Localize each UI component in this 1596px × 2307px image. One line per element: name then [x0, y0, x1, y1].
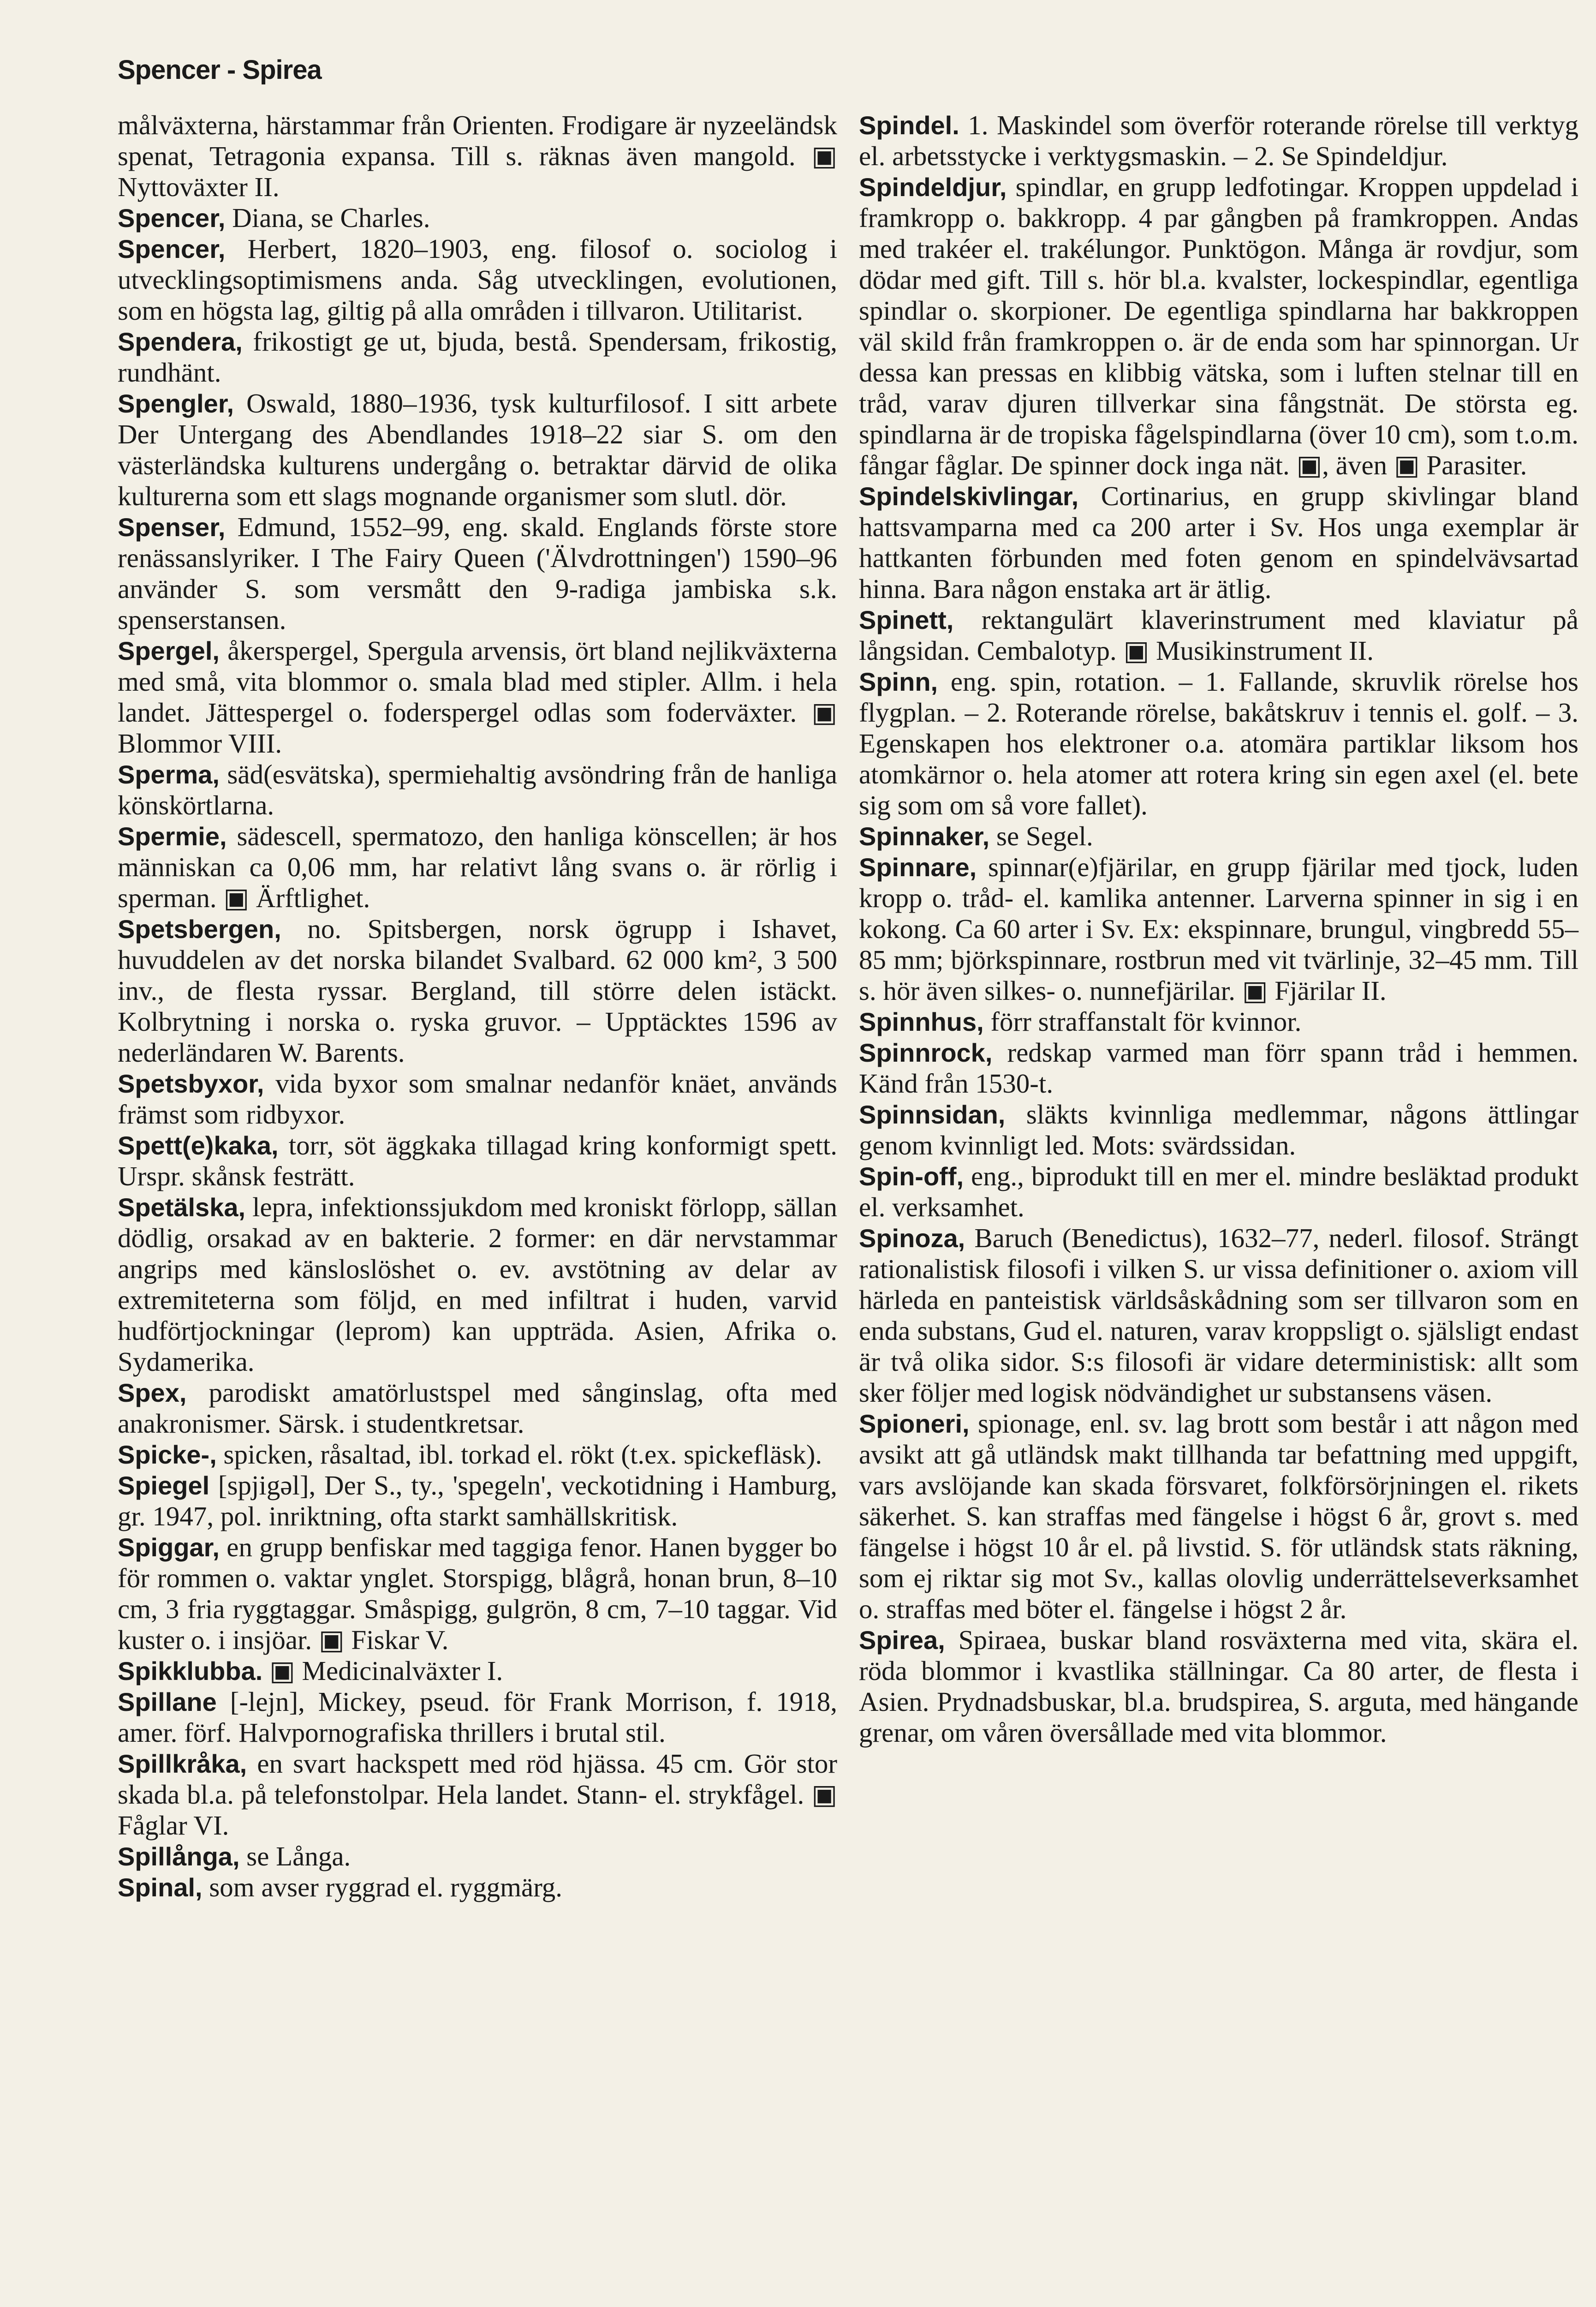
- entry-headword: Spindel.: [859, 111, 959, 140]
- entry-text: 1. Maskindel som överför roterande rörelse till verktyg el. arbetsstycke i verktygsmaskin. – 2. Se Spindeldjur.: [859, 110, 1578, 171]
- dictionary-entry: [118, 635, 837, 759]
- entry-text: Oswald, 1880–1936, tysk kulturfilosof. I sitt arbete Der Untergang des Abendlandes 1918–22 siar S. om den västerländska kulturens undergång o. betraktar därvid de olika kulturerna som ett slags mognande organismer som slutl. dör.: [118, 388, 838, 511]
- dictionary-entry: [118, 914, 837, 1068]
- dictionary-entry: [118, 110, 837, 203]
- entry-text: Edmund, 1552–99, eng. skald. Englands förste store renässanslyriker. I The Fairy Queen ('Älvdrottningen') 1590–96 använder S. som versmått den 9-radiga jambiska s.k. spenserstansen.: [118, 512, 837, 635]
- entry-text: släkts kvinnliga medlemmar, någons ättlingar genom kvinnligt led. Mots: svärdssidan.: [859, 1099, 1578, 1160]
- entry-headword: Spinnsidan,: [859, 1100, 1006, 1129]
- entry-text: no. Spitsbergen, norsk ögrupp i Ishavet, huvuddelen av det norska bilandet Svalbard. 62 000 km², 3 500 inv., de flesta ryssar. Bergland, till större delen istäckt. Kolbrytning i norska o. ryska gruvor. – Upptäcktes 1596 av nederländaren W. Barents.: [118, 914, 837, 1068]
- entry-text: åkerspergel, Spergula arvensis, ört bland nejlikväxterna med små, vita blommor o. smala blad med stipler. Allm. i hela landet. Jättespergel o. foderspergel odlas som foderväxter. ▣ Blommor VIII.: [118, 635, 837, 759]
- dictionary-entry: [859, 1037, 1578, 1099]
- dictionary-entry: [118, 1872, 837, 1903]
- entry-text: torr, söt äggkaka tillagad kring konformigt spett. Urspr. skånsk festrätt.: [118, 1130, 838, 1191]
- entry-headword: Spiggar,: [118, 1533, 220, 1562]
- dictionary-entry: [859, 1625, 1578, 1748]
- dictionary-entry: [859, 172, 1578, 481]
- dictionary-entry: [118, 233, 837, 326]
- entry-text: parodiskt amatörlustspel med sånginslag, ofta med anakronismer. Särsk. i studentkretsar.: [118, 1377, 838, 1439]
- entry-text: rektangulärt klaverinstrument med klaviatur på långsidan. Cembalotyp. ▣ Musikinstrument II.: [859, 604, 1578, 666]
- entry-headword: Spinnaker,: [859, 822, 990, 851]
- entry-text: en grupp benfiskar med taggiga fenor. Hanen bygger bo för rommen o. vaktar ynglet. Storspigg, blågrå, honan brun, 8–10 cm, 3 fria ryggtaggar. Småspigg, gulgrön, 8 cm, 7–10 taggar. Vid kuster o. i insjöar. ▣ Fiskar V.: [118, 1532, 838, 1655]
- entry-headword: Spex,: [118, 1378, 187, 1407]
- entry-text: Diana, se Charles.: [232, 203, 430, 233]
- dictionary-entry: [118, 1130, 837, 1192]
- entry-headword: Spergel,: [118, 636, 220, 665]
- dictionary-entry: [859, 1006, 1578, 1037]
- dictionary-entry: [859, 1408, 1578, 1625]
- entry-text: förr straffanstalt för kvinnor.: [990, 1006, 1302, 1037]
- dictionary-entry: [859, 604, 1578, 666]
- dictionary-entry: [118, 1532, 837, 1656]
- dictionary-entry: [118, 512, 837, 635]
- entry-headword: Sperma,: [118, 760, 220, 789]
- entry-headword: Spengler,: [118, 389, 234, 418]
- dictionary-entry: [859, 110, 1578, 172]
- entry-text: redskap varmed man förr spann tråd i hemmen. Känd från 1530-t.: [859, 1037, 1579, 1099]
- entry-headword: Spenser,: [118, 513, 226, 542]
- entry-headword: Spinn,: [859, 667, 938, 696]
- entry-text: [spjigəl], Der S., ty., 'spegeln', veckotidning i Hamburg, gr. 1947, pol. inriktning, ofta starkt samhällskritisk.: [118, 1470, 837, 1531]
- entry-text: målväxterna, härstammar från Orienten. Frodigare är nyzeeländsk spenat, Tetragonia expansa. Till s. räknas även mangold. ▣ Nyttoväxter II.: [118, 110, 837, 202]
- entry-text: spinnar(e)fjärilar, en grupp fjärilar med tjock, luden kropp o. tråd- el. kamlika antenner. Larverna spinner in sig i en kokong. Ca 60 arter i Sv. Ex: ekspinnare, brungul, vingbredd 55–85 mm; björkspinnare, rostbrun med vit tvärlinje, 32–45 mm. Till s. hör även silkes- o. nunnefjärilar. ▣ Fjärilar II.: [859, 852, 1578, 1006]
- entry-headword: Spiegel: [118, 1471, 210, 1500]
- dictionary-entry: [118, 1439, 837, 1470]
- dictionary-entry: [118, 821, 837, 914]
- entry-headword: Spinoza,: [859, 1224, 965, 1253]
- entry-text: se Långa.: [246, 1841, 351, 1871]
- dictionary-entry: [118, 1656, 837, 1686]
- entry-text: Herbert, 1820–1903, eng. filosof o. sociolog i utvecklingsoptimismens anda. Såg utvecklingen, evolutionen, som en högsta lag, giltig på alla områden i tillvaron. Utilitarist.: [118, 233, 837, 326]
- entry-text: en svart hackspett med röd hjässa. 45 cm. Gör stor skada bl.a. på telefonstolpar. Hela landet. Stann- el. strykfågel. ▣ Fåglar VI.: [118, 1748, 837, 1841]
- entry-text: eng. spin, rotation. – 1. Fallande, skruvlik rörelse hos flygplan. – 2. Roterande rörelse, bakåtskruv i tennis el. golf. – 3. Egenskapen hos elektroner o.a. atomära partiklar liksom hos atomkärnor o. hela atomer att rotera kring sin egen axel (el. bete sig som om så vore fallet).: [859, 666, 1579, 820]
- dictionary-entry: [118, 388, 837, 512]
- dictionary-entry: [859, 821, 1578, 852]
- entry-text: säd(esvätska), spermiehaltig avsöndring från de hanliga könskörtlarna.: [118, 759, 837, 820]
- entry-headword: Spin-off,: [859, 1162, 964, 1191]
- entry-headword: Spindelskivlingar,: [859, 482, 1079, 511]
- entry-text: vida byxor som smalnar nedanför knäet, används främst som ridbyxor.: [118, 1068, 837, 1130]
- dictionary-entry: [859, 852, 1578, 1006]
- entry-headword: Spindeldjur,: [859, 173, 1007, 202]
- entry-headword: Spett(e)kaka,: [118, 1131, 279, 1160]
- dictionary-entry: [118, 759, 837, 821]
- entry-headword: Spermie,: [118, 822, 227, 851]
- entry-headword: Spinal,: [118, 1873, 202, 1902]
- entry-headword: Spinnrock,: [859, 1038, 993, 1067]
- running-head: Spencer - Spirea: [118, 55, 322, 85]
- entry-text: ▣ Medicinalväxter I.: [269, 1656, 503, 1686]
- dictionary-entry: [859, 481, 1578, 604]
- entry-headword: Spillane: [118, 1687, 217, 1716]
- entry-headword: Spillånga,: [118, 1842, 240, 1871]
- entry-text: som avser ryggrad el. ryggmärg.: [209, 1872, 563, 1902]
- entry-headword: Spinnhus,: [859, 1007, 984, 1036]
- dictionary-entry: [859, 666, 1578, 821]
- dictionary-entry: [118, 1841, 837, 1872]
- dictionary-entry: [118, 326, 837, 388]
- entry-headword: Spencer,: [118, 234, 226, 263]
- entry-headword: Spendera,: [118, 327, 243, 356]
- dictionary-entry: [118, 1377, 837, 1439]
- entry-text: Spiraea, buskar bland rosväxterna med vita, skära el. röda blommor i kvastlika ställningar. Ca 80 arter, de flesta i Asien. Prydnadsbuskar, bl.a. brudspirea, S. arguta, med hängande grenar, om våren översållade med vita blommor.: [859, 1625, 1578, 1748]
- dictionary-entry: [118, 1686, 837, 1748]
- dictionary-entry: [118, 1068, 837, 1130]
- entry-headword: Spirea,: [859, 1626, 945, 1655]
- entry-headword: Spioneri,: [859, 1409, 970, 1438]
- entry-text: eng., biprodukt till en mer el. mindre besläktad produkt el. verksamhet.: [859, 1161, 1578, 1222]
- entry-text: se Segel.: [996, 821, 1093, 851]
- entry-headword: Spicke-,: [118, 1440, 217, 1469]
- dictionary-entry: [118, 1748, 837, 1841]
- entry-text: sädescell, spermatozo, den hanliga könscellen; är hos människan ca 0,06 mm, har relativt lång svans o. är rörlig i sperman. ▣ Ärftlighet.: [118, 821, 838, 913]
- dictionary-entry: [859, 1161, 1578, 1223]
- right-column: [859, 110, 1578, 1748]
- entry-headword: Spetälska,: [118, 1193, 246, 1222]
- entry-headword: Spetsbyxor,: [118, 1069, 264, 1098]
- entry-text: Baruch (Benedictus), 1632–77, nederl. filosof. Strängt rationalistisk filosofi i vilken S. ur vissa definitioner o. axiom vill härleda en panteistisk världsåskådning som ser tillvaron som en enda substans, Gud el. naturen, varav kroppsligt o. själsligt endast är två olika sidor. S:s filosofi är vidare deterministisk: allt som sker följer med logisk nödvändighet ur substansens väsen.: [859, 1223, 1578, 1408]
- entry-headword: Spencer,: [118, 203, 226, 233]
- left-column: [118, 110, 837, 1903]
- dictionary-entry: [859, 1223, 1578, 1408]
- entry-text: lepra, infektionssjukdom med kroniskt förlopp, sällan dödlig, orsakad av en bakterie. 2 former: en där nervstammar angrips med känsloslöshet o. ev. avstötning av delar av extremiteterna som följd, en med infiltrat i huden, varvid hudförtjockningar (leprom) kan uppträda. Asien, Afrika o. Sydamerika.: [118, 1192, 838, 1377]
- dictionary-entry: [118, 1470, 837, 1532]
- entry-headword: Spinnare,: [859, 853, 977, 882]
- entry-text: [-lejn], Mickey, pseud. för Frank Morrison, f. 1918, amer. förf. Halvpornografiska thrillers i brutal stil.: [118, 1686, 837, 1748]
- entry-text: spicken, råsaltad, ibl. torkad el. rökt (t.ex. spickefläsk).: [223, 1439, 822, 1470]
- entry-headword: Spetsbergen,: [118, 914, 281, 944]
- entry-text: spindlar, en grupp ledfotingar. Kroppen uppdelad i framkropp o. bakkropp. 4 par gångben på framkroppen. Andas med trakéer el. trakélungor. Punktögon. Många är rovdjur, som dödar med gift. Till s. hör bl.a. kvalster, lockespindlar, egentliga spindlar o. skorpioner. De egentliga spindlarna har bakkroppen väl skild från framkroppen o. är de enda som har spinnorgan. Ur dessa kan pressas en klibbig vätska, som i luften stelnar till en tråd, varav djuren tillverkar sina fångstnät. De största eg. spindlarna är de tropiska fågelspindlarna (över 10 cm), som t.o.m. fångar fåglar. De spinner dock inga nät. ▣, även ▣ Parasiter.: [859, 172, 1578, 480]
- entry-headword: Spillkråka,: [118, 1749, 247, 1778]
- entry-headword: Spinett,: [859, 605, 954, 634]
- dictionary-entry: [118, 1192, 837, 1377]
- entry-headword: Spikklubba.: [118, 1656, 263, 1685]
- entry-text: spionage, enl. sv. lag brott som består i att någon med avsikt att gå utländsk makt tillhanda tar befattning med uppgift, vars avslöjande kan skada försvaret, folkförsörjningen el. rikets säkerhet. S. kan straffas med fängelse i högst 6 år, grovt s. med fängelse i högst 10 år el. på livstid. S. för utländsk stats räkning, som ej riktar sig mot Sv., kallas olovlig underrättelseverksamhet o. straffas med böter el. fängelse i högst 2 år.: [859, 1408, 1578, 1624]
- dictionary-entry: [118, 203, 837, 233]
- entry-text: frikostigt ge ut, bjuda, bestå. Spendersam, frikostig, rundhänt.: [118, 326, 838, 388]
- entry-text: Cortinarius, en grupp skivlingar bland hattsvamparna med ca 200 arter i Sv. Hos unga exemplar är hattkanten förbunden med foten genom en spindelvävsartad hinna. Bara någon enstaka art är ätlig.: [859, 481, 1579, 604]
- dictionary-entry: [859, 1099, 1578, 1161]
